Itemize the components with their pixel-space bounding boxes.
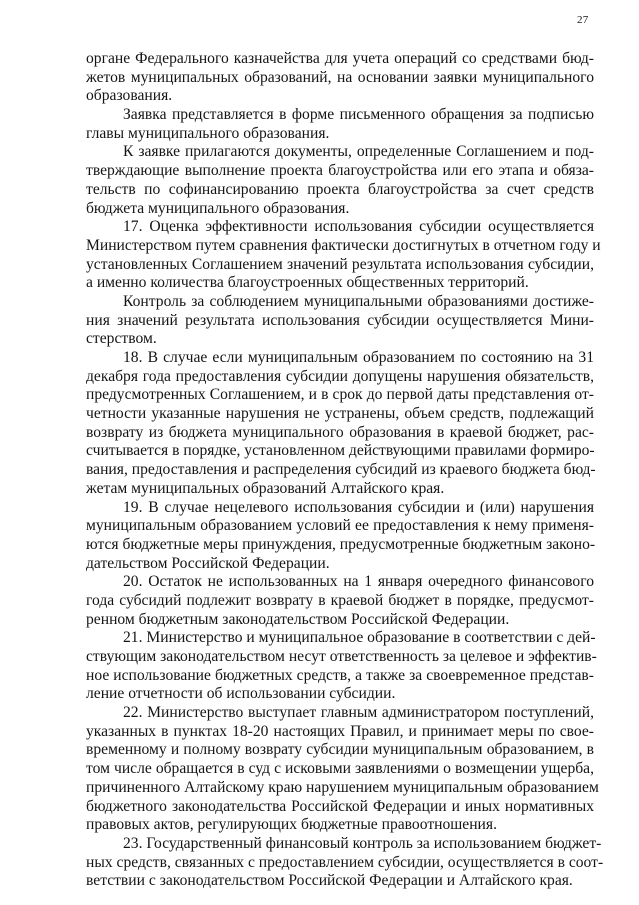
text-line: указанных в пунктах 18-20 настоящих Правил, и принимает меры по свое- — [86, 722, 594, 740]
text-line: ветствии с законодательством Российской Федерации и Алтайского края. — [86, 872, 573, 890]
text-line: муниципальным образованием условий ее предоставления к нему применя- — [86, 517, 594, 535]
text-line: образования. — [86, 87, 173, 105]
text-line: ление отчетности об использовании субсидии. — [86, 685, 396, 703]
text-line: 17. Оценка эффективности использования субсидии осуществляется — [123, 218, 594, 236]
text-line: 23. Государственный финансовый контроль за использованием бюджет- — [123, 834, 602, 852]
text-line: правовых актов, регулирующих бюджетные правоотношения. — [86, 816, 497, 834]
text-line: а именно количества благоустроенных общественных территорий. — [86, 274, 529, 292]
text-line: вания, предоставления и распределения субсидий из краевого бюджета бюд- — [86, 461, 596, 479]
text-line: Заявка представляется в форме письменного обращения за подписью — [123, 106, 594, 124]
text-line: ных средств, связанных с предоставлением субсидии, осуществляется в соот- — [86, 853, 604, 871]
text-line: причиненного Алтайскому краю нарушением муниципальным образованием — [86, 778, 599, 796]
text-line: ствующим законодательством несут ответственность за целевое и эффектив- — [86, 648, 597, 665]
text-line: органе Федерального казначейства для учета операций со средствами бюд- — [86, 50, 594, 67]
text-line: декабря года предоставления субсидии допущены нарушения обязательств, — [86, 367, 594, 385]
text-line: дательством Российской Федерации. — [86, 554, 330, 572]
text-line: жетам муниципальных образований Алтайского края. — [86, 479, 445, 497]
text-line: ются бюджетные меры принуждения, предусмотренные бюджетным законо- — [86, 535, 596, 553]
text-line: ренном бюджетным законодательством Российской Федерации. — [86, 610, 510, 628]
text-line: жетов муниципальных образований, на основании заявки муниципального — [86, 68, 594, 86]
text-line: ния значений результата использования субсидии осуществляется Мини- — [86, 311, 594, 329]
text-line: 18. В случае если муниципальным образованием по состоянию на 31 — [123, 349, 594, 366]
text-line: предусмотренных Соглашением, и в срок до первой даты представления от- — [86, 386, 594, 404]
text-line: 21. Министерство и муниципальное образование в соответствии с дей- — [123, 629, 596, 647]
text-line: возврату из бюджета муниципального образования в краевой бюджет, рас- — [86, 423, 594, 441]
text-line: Министерством путем сравнения фактически достигнутых в отчетном году и — [86, 236, 601, 254]
text-line: бюджетного законодательства Российской Федерации и иных нормативных — [86, 797, 594, 815]
text-line: установленных Соглашением значений результата использования субсидии, — [86, 255, 594, 273]
text-line: К заявке прилагаются документы, определенные Соглашением и под- — [123, 143, 594, 161]
page-number: 27 — [577, 14, 589, 26]
text-line: бюджета муниципального образования. — [86, 199, 350, 217]
text-line: том числе обращается в суд с исковыми заявлениями о возмещении ущерба, — [86, 760, 594, 778]
text-line: года субсидий подлежит возврату в краевой бюджет в порядке, предусмот- — [86, 591, 594, 609]
document-body — [86, 50, 604, 891]
text-line: временному и полному возврату субсидии муниципальным образованием, в — [86, 741, 594, 759]
text-line: считывается в порядке, установленном действующими правилами формиро- — [86, 442, 595, 460]
text-line: 20. Остаток не использованных на 1 января очередного финансового — [123, 573, 594, 591]
text-line: Контроль за соблюдением муниципальными образованиями достиже- — [123, 292, 594, 310]
text-line: тельств по софинансированию проекта благоустройства за счет средств — [86, 180, 594, 198]
text-line: стерством. — [86, 330, 157, 348]
text-line: 22. Министерство выступает главным администратором поступлений, — [123, 704, 594, 722]
text-line: ное использование бюджетных средств, а также за своевременное представ- — [86, 666, 594, 684]
text-line: 19. В случае нецелевого использования субсидии и (или) нарушения — [123, 498, 594, 516]
text-line: четности указанные нарушения не устранены, объем средств, подлежащий — [86, 405, 594, 423]
text-line: главы муниципального образования. — [86, 124, 330, 142]
text-line: тверждающие выполнение проекта благоустройства или его этапа и обяза- — [86, 162, 594, 180]
